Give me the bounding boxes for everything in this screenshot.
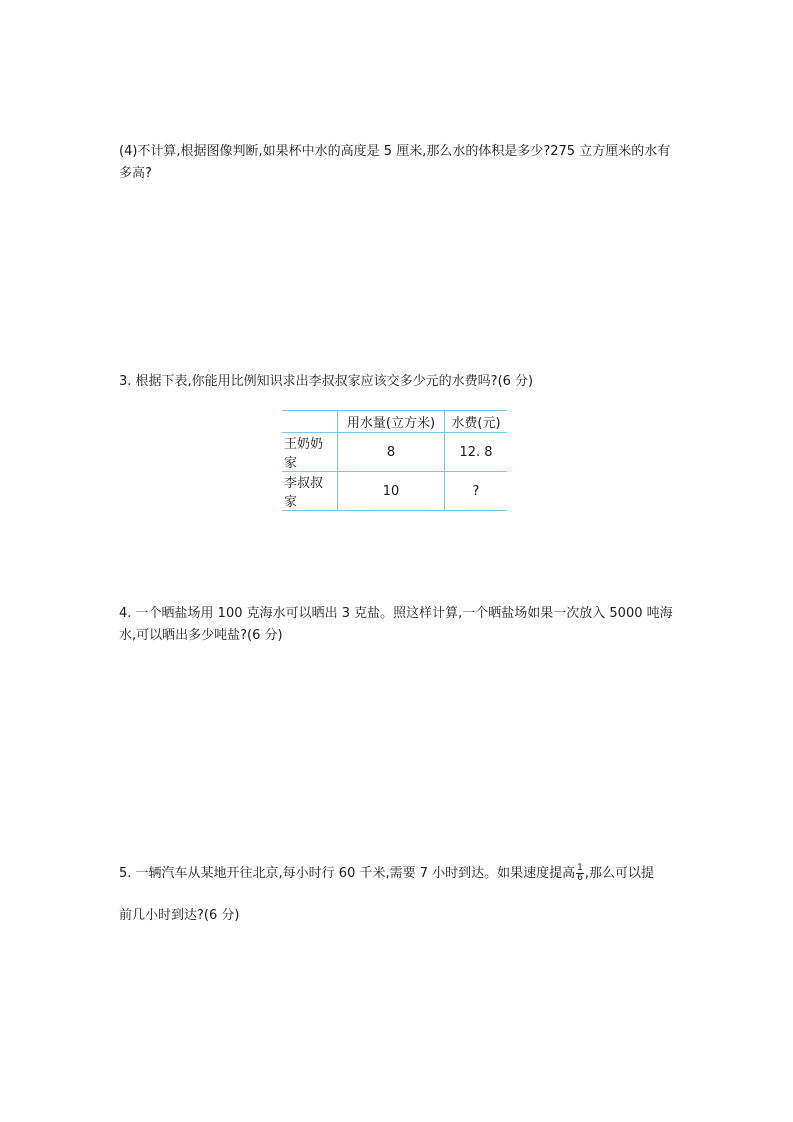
table-cell: 王奶奶家 [282,433,338,472]
question-sub4 [119,141,679,185]
question-3-text: 3. 根据下表,你能用比例知识求出李叔叔家应该交多少元的水费吗?(6 分) [119,374,534,389]
table-cell: ? [445,472,508,511]
question-5 [119,863,679,927]
question-4 [119,603,679,647]
question-5-text-line2: 前几小时到达?(6 分) [119,908,240,923]
water-fee-table [282,410,507,511]
question-3 [119,371,679,393]
fraction-denominator: 6 [577,873,583,883]
table-row [282,472,507,511]
question-sub4-text: (4)不计算,根据图像判断,如果杯中水的高度是 5 厘米,那么水的体积是多少?275 立方厘米的水有多高? [119,144,671,181]
table-cell: 12. 8 [445,433,508,472]
question-4-text: 4. 一个晒盐场用 100 克海水可以晒出 3 克盐。照这样计算,一个晒盐场如果一次放入 5000 吨海水,可以晒出多少吨盐?(6 分) [119,606,673,643]
table-header-row [282,411,507,433]
fraction-numerator: 1 [577,863,583,873]
question-5-text-before: 5. 一辆汽车从某地开往北京,每小时行 60 千米,需要 7 小时到达。如果速度提高 [119,866,576,881]
fraction [576,864,584,883]
table-header-cell [282,411,338,433]
table-cell: 8 [338,433,445,472]
table-row [282,433,507,472]
table-header-cell: 用水量(立方米) [338,411,445,433]
question-5-text-after: ,那么可以提 [584,866,655,881]
table-cell: 李叔叔家 [282,472,338,511]
table-header-cell: 水费(元) [445,411,508,433]
table-cell: 10 [338,472,445,511]
